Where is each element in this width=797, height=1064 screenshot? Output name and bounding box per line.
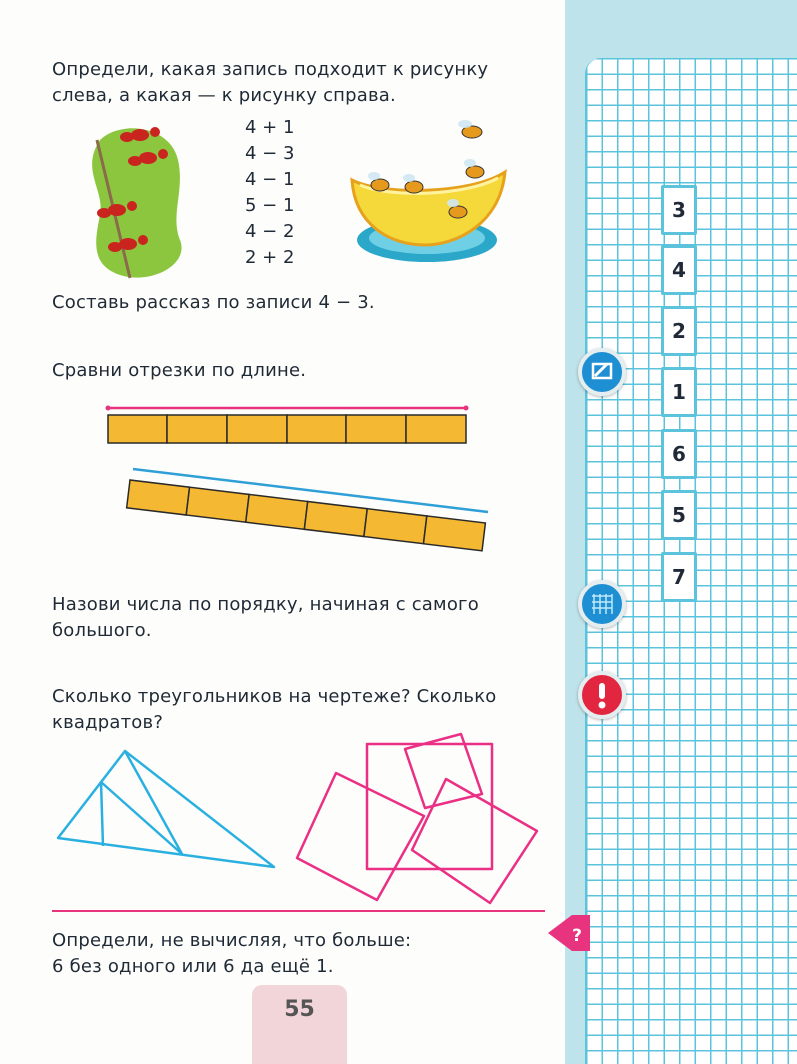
task1-story-prompt: Составь рассказ по записи 4 − 3. [52,292,375,313]
task3-instruction-line2: большого. [52,620,152,641]
expression-6: 2 + 2 [245,247,295,268]
expression-2: 4 − 3 [245,143,295,164]
task4-instruction-line2: квадратов? [52,712,164,733]
number-card: 4 [661,245,697,295]
task5-instruction-line2: 6 без одного или 6 да ещё 1. [52,956,334,977]
number-card: 2 [661,306,697,356]
expression-5: 4 − 2 [245,221,295,242]
task2-instruction: Сравни отрезки по длине. [52,360,307,381]
number-card: 5 [661,490,697,540]
task5-instruction-line1: Определи, не вычисляя, что больше: [52,930,412,951]
expression-3: 4 − 1 [245,169,295,190]
expression-4: 5 − 1 [245,195,295,216]
number-card: 6 [661,429,697,479]
task1-instruction-line2: слева, а какая — к рисунку справа. [52,85,396,106]
task3-instruction-line1: Назови числа по порядку, начиная с самого [52,594,479,615]
task1-instruction-line1: Определи, какая запись подходит к рисунку [52,59,489,80]
number-card: 1 [661,367,697,417]
page-number: 55 [252,985,347,1064]
task4-instruction-line1: Сколько треугольников на чертеже? Сколько [52,686,497,707]
number-card: 3 [661,185,697,235]
svg-text:?: ? [572,926,582,946]
number-card: 7 [661,552,697,602]
expression-1: 4 + 1 [245,117,295,138]
